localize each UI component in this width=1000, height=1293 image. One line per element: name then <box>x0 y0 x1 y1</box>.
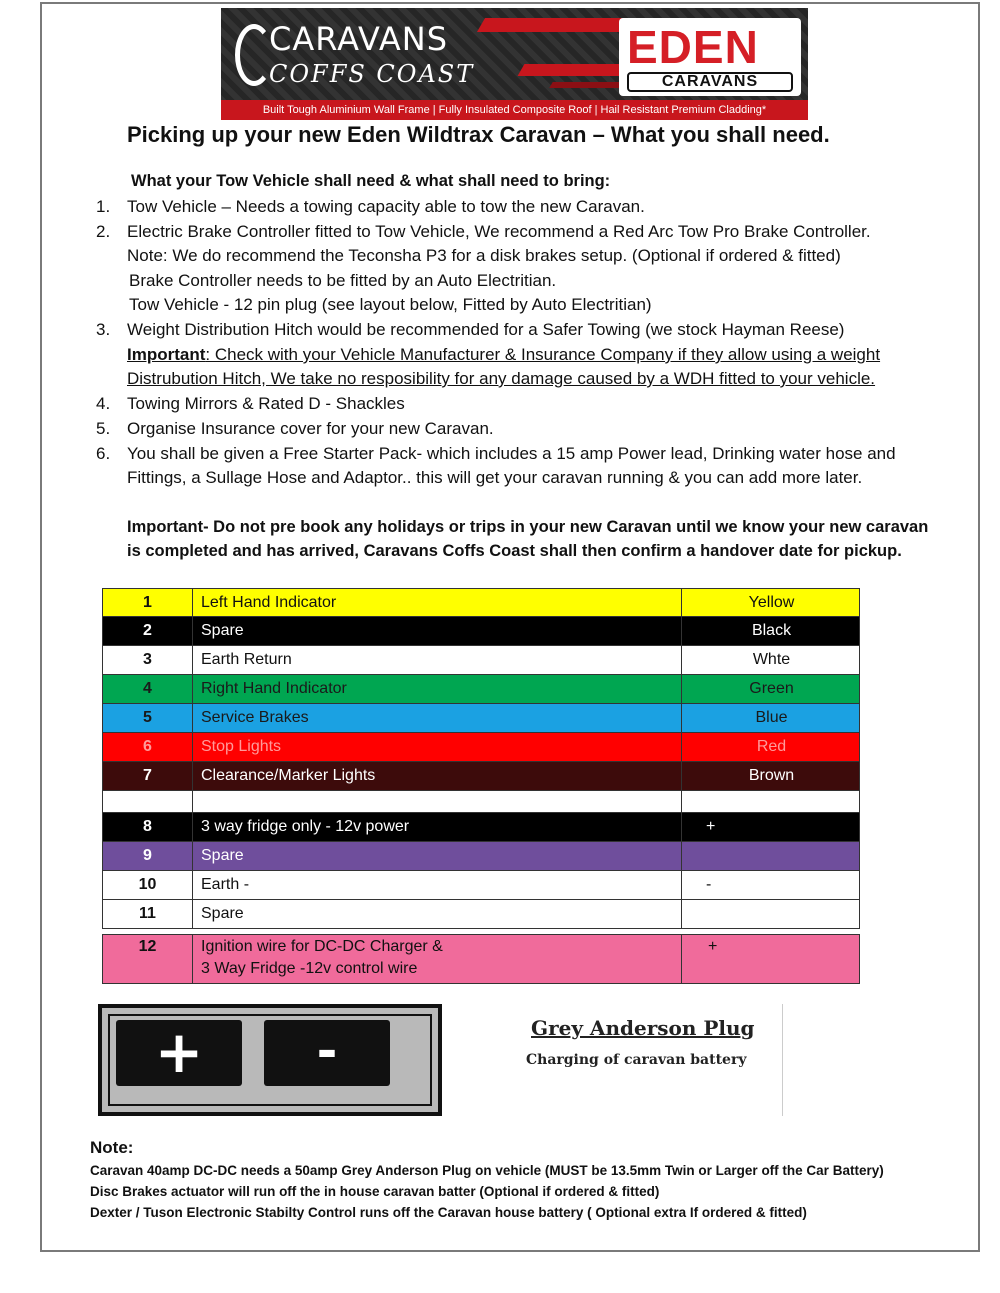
wire-colour: - <box>706 876 712 893</box>
pin-row <box>102 762 860 791</box>
pin-function <box>193 762 682 790</box>
pin-function-text: Clearance/Marker Lights <box>201 767 376 784</box>
section-heading: What your Tow Vehicle shall need & what shall need to bring: <box>131 172 611 190</box>
list-item-5: Organise Insurance cover for your new Caravan. <box>127 419 494 438</box>
pin-number: 3 <box>103 646 193 674</box>
negative-terminal: - <box>264 1020 390 1086</box>
list-item-6-cont: Fittings, a Sullage Hose and Adaptor.. this will get your caravan running & you can add more later. <box>127 468 863 487</box>
wire-colour <box>682 791 861 812</box>
pin-function <box>193 704 682 732</box>
pin-row <box>102 704 860 733</box>
pin-function-text: Spare <box>201 847 244 864</box>
list-item-4: Towing Mirrors & Rated D - Shackles <box>127 394 405 413</box>
pin-function-text: Spare <box>201 905 244 922</box>
wire-colour: Yellow <box>748 594 795 611</box>
positive-terminal: + <box>116 1020 242 1086</box>
pin-number: 12 <box>103 935 193 983</box>
pin-number: 11 <box>103 900 193 928</box>
list-item-2: Electric Brake Controller fitted to Tow Vehicle, We recommend a Red Arc Tow Pro Brake Controller. <box>127 222 871 241</box>
pin-function <box>193 871 682 899</box>
wire-colour: + <box>706 818 716 835</box>
pin-row <box>102 646 860 675</box>
pin-function-text: Earth - <box>201 876 250 893</box>
wire-colour: Blue <box>755 709 788 726</box>
pin-number <box>103 791 193 812</box>
trailer-plug-pin-table <box>102 588 860 984</box>
list-number: 4. <box>96 394 111 413</box>
pin-row <box>102 871 860 900</box>
page-title: Picking up your new Eden Wildtrax Caravan – What you shall need. <box>127 122 830 147</box>
list-item-3-warning-cont: Distrubution Hitch, We take no resposibility for any damage caused by a WDH fitted to your vehicle. <box>127 369 876 388</box>
pin-function <box>193 813 682 841</box>
anderson-plug-image <box>98 1004 442 1116</box>
pin-function-text: 3 way fridge only - 12v power <box>201 818 410 835</box>
pin-row <box>102 900 860 929</box>
wire-colour: + <box>708 938 718 955</box>
pin-function <box>193 842 682 870</box>
list-number: 5. <box>96 419 111 438</box>
pin-function <box>193 935 682 983</box>
pin-function <box>193 589 682 616</box>
pin-function-text: Earth Return <box>201 651 292 668</box>
wire-colour: Red <box>756 738 787 755</box>
plug-title: Grey Anderson Plug <box>531 1016 755 1040</box>
pin-row <box>102 842 860 871</box>
pin-row <box>102 791 860 813</box>
plug-subtitle: Charging of caravan battery <box>526 1052 747 1068</box>
wire-colour: Green <box>749 680 794 697</box>
pin-row <box>102 813 860 842</box>
list-item-2-note: Note: We do recommend the Teconsha P3 for a disk brakes setup. (Optional if ordered & fitted) <box>127 246 841 265</box>
list-item-2-line3: Brake Controller needs to be fitted by an Auto Electritian. <box>129 271 557 290</box>
list-number: 3. <box>96 320 111 339</box>
anderson-plug-caption <box>500 1004 783 1116</box>
wire-colour <box>682 842 861 870</box>
pin-function <box>193 617 682 645</box>
list-item-3: Weight Distribution Hitch would be recommended for a Safer Towing (we stock Hayman Reese) <box>127 320 845 339</box>
important-notice: Important- Do not pre book any holidays or trips in your new Caravan until we know your new caravan <box>127 518 929 536</box>
note-line-3: Dexter / Tuson Electronic Stabilty Control runs off the Caravan house battery ( Optional extra If ordered & fitted) <box>90 1205 807 1220</box>
pin-row <box>102 675 860 704</box>
pin-number: 10 <box>103 871 193 899</box>
header-banner: CARAVANS COFFS COAST EDEN CARAVANS Built Tough Aluminium Wall Frame | Fully Insulated Composite Roof | Hail Resistant Premium Cladding* <box>221 8 808 120</box>
list-item-3-warning: Important: Check with your Vehicle Manufacturer & Insurance Company if they allow using a weight <box>127 345 881 364</box>
list-number: 1. <box>96 197 111 216</box>
list-number: 6. <box>96 444 111 463</box>
pin-function-text: Service Brakes <box>201 709 309 726</box>
note-line-2: Disc Brakes actuator will run off the in house caravan batter (Optional if ordered & fitted) <box>90 1184 660 1199</box>
list-item-6: You shall be given a Free Starter Pack- which includes a 15 amp Power lead, Drinking water hose and <box>127 444 896 463</box>
wire-colour: Black <box>751 622 792 639</box>
list-item-2-line4: Tow Vehicle - 12 pin plug (see layout below, Fitted by Auto Electritian) <box>129 295 652 314</box>
pin-function-text: Ignition wire for DC-DC Charger & <box>201 938 443 955</box>
pin-number: 7 <box>103 762 193 790</box>
note-line-1: Caravan 40amp DC-DC needs a 50amp Grey Anderson Plug on vehicle (MUST be 13.5mm Twin or Larger off the Car Battery) <box>90 1163 884 1178</box>
wire-colour <box>682 900 861 928</box>
note-heading: Note: <box>90 1138 134 1157</box>
pin-function <box>193 733 682 761</box>
pin-function-text: Right Hand Indicator <box>201 680 347 697</box>
pin-number: 1 <box>103 589 193 616</box>
pin-row <box>102 934 860 984</box>
pin-function <box>193 791 682 812</box>
pin-row <box>102 733 860 762</box>
wire-colour: Whte <box>752 651 791 668</box>
pin-number: 4 <box>103 675 193 703</box>
pin-row <box>102 588 860 617</box>
pin-function-text: Stop Lights <box>201 738 282 755</box>
pin-function <box>193 675 682 703</box>
eden-caravans-logo: EDEN CARAVANS <box>619 18 801 96</box>
pin-number: 8 <box>103 813 193 841</box>
pin-number: 6 <box>103 733 193 761</box>
pin-number: 2 <box>103 617 193 645</box>
list-item-1: Tow Vehicle – Needs a towing capacity able to tow the new Caravan. <box>127 197 645 216</box>
wire-colour: Brown <box>748 767 795 784</box>
important-notice-cont: is completed and has arrived, Caravans Coffs Coast shall then confirm a handover date for pickup. <box>127 542 902 560</box>
pin-number: 5 <box>103 704 193 732</box>
pin-number: 9 <box>103 842 193 870</box>
pin-function-text-line2: 3 Way Fridge -12v control wire <box>201 960 418 977</box>
pin-function-text: Spare <box>201 622 244 639</box>
banner-tagline: Built Tough Aluminium Wall Frame | Fully Insulated Composite Roof | Hail Resistant Premium Cladding* <box>221 100 808 120</box>
pin-row <box>102 617 860 646</box>
pin-function <box>193 646 682 674</box>
pin-function-text: Left Hand Indicator <box>201 594 337 611</box>
pin-function <box>193 900 682 928</box>
list-number: 2. <box>96 222 111 241</box>
